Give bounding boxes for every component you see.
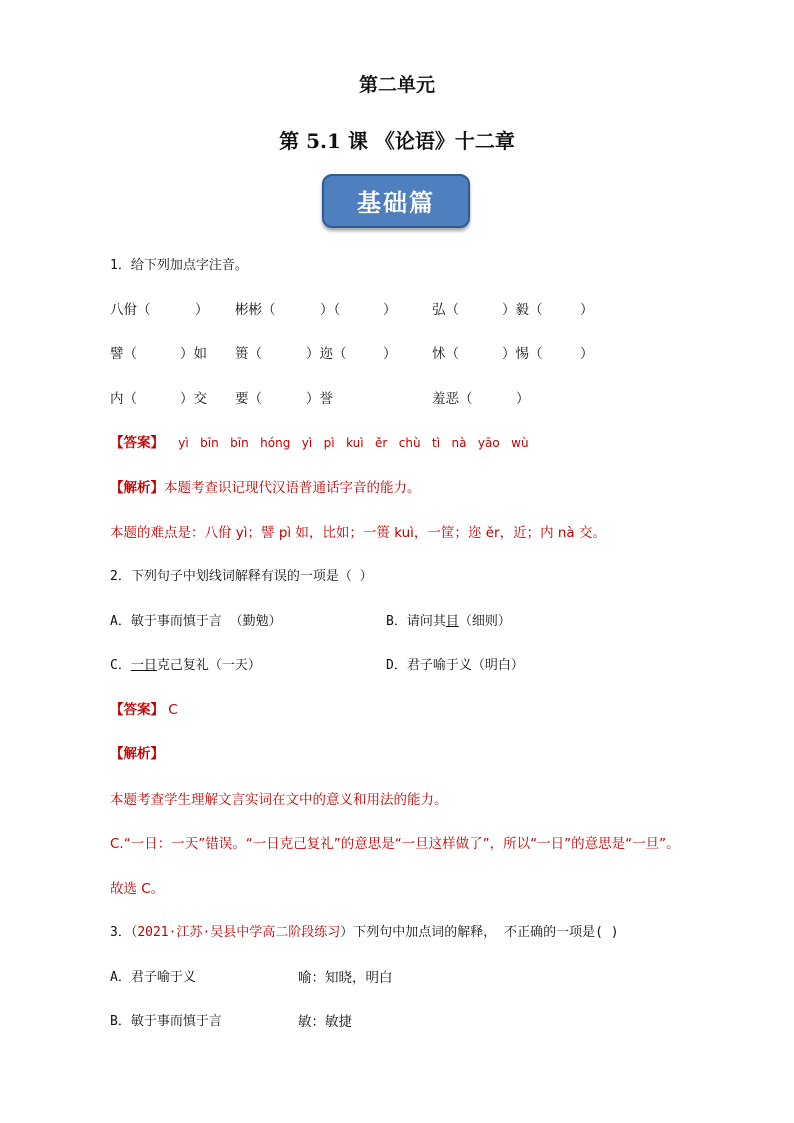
q1-r1-c4: ）（ [320,302,341,318]
q1-r1-c6: 弘（ [432,302,459,318]
answer-tag: 【答案】 [110,435,164,451]
q2-analysis-1: 本题考查学生理解文言实词在文中的意义和用法的能力。 [110,792,448,808]
q2-option-b [386,610,511,629]
q2-option-c [110,654,261,673]
q1-r3-c3: 要（ [235,391,262,407]
answer-text: C [168,702,178,718]
lesson-title: 第 5.1 课 《论语》十二章 [279,129,515,153]
q1-stem: 1．给下列加点字注音。 [110,258,248,273]
q1-r2-c3: 篑（ [235,346,262,362]
q1-r2-c1: 譬（ [110,346,137,362]
q3-option-b: B．敏于事而慎于言 [110,1014,222,1029]
analysis-text: 本题考查识记现代汉语普通话字音的能力。 [164,480,421,496]
q3-source: 2021·江苏·吴县中学高二阶段练习 [137,925,341,940]
q1-r1-c7: ）毅（ [502,302,543,318]
q1-r3-c2: ）交 [180,391,207,407]
q1-r1-c3: 彬彬（ [235,302,276,318]
section-badge: 基础篇 [322,174,470,228]
q1-r3-c6: ） [516,391,530,407]
q2-option-b-underlined: 目 [445,614,459,629]
q3-stem-post: ）下列句中加点词的解释， 不正确的一项是( ) [340,925,619,940]
q3-option-a-explain: 喻：知晓，明白 [298,970,393,986]
q1-r2-c5: ） [383,346,397,362]
q2-analysis-3: 故选 C。 [110,881,165,897]
q1-r3-c1: 内（ [110,391,137,407]
answer-text: yì bīn bīn hóng yì pì kuì ěr chù tì nà yāo wù [178,436,529,450]
q1-r2-c6: 怵（ [432,346,459,362]
q2-option-d: D．君子喻于义（明白） [386,658,524,673]
q1-r1-c2: ） [195,302,209,318]
q2-option-b-pre: B．请问其 [386,614,446,629]
q1-answer [110,431,529,451]
q2-option-c-underlined: 一日 [130,658,157,673]
q3-stem [110,921,619,940]
q1-r1-c1: 八佾（ [110,302,151,318]
q3-stem-pre: 3．（ [110,925,138,940]
q2-option-c-post: 克己复礼（一天） [156,658,261,673]
q1-r1-c8: ） [580,302,594,318]
q2-option-b-post: （细则） [458,614,511,629]
q2-stem: 2．下列句子中划线词解释有误的一项是（ ） [110,569,373,584]
q1-r3-c4: ）誉 [306,391,333,407]
q1-analysis [110,476,421,496]
answer-tag: 【答案】 [110,702,164,718]
q1-r2-c7: ）惕（ [502,346,543,362]
q2-analysis-tag: 【解析】 [110,746,164,762]
analysis-tag: 【解析】 [110,480,164,496]
q1-r2-c4: ）迩（ [306,346,347,362]
unit-title: 第二单元 [358,74,435,96]
q1-difficulty: 本题的难点是：八佾 yì；譬 pì 如，比如；一篑 kuì，一筐；迩 ěr，近；内 nà 交。 [110,525,606,541]
q2-answer [110,698,178,718]
q2-option-a: A．敏于事而慎于言 （勤勉） [110,614,282,629]
q1-r1-c5: ） [383,302,397,318]
q3-option-b-explain: 敏：敏捷 [298,1014,352,1030]
q2-option-c-pre: C． [110,658,131,673]
q1-r2-c2: ）如 [180,346,207,362]
q3-option-a: A．君子喻于义 [110,970,196,985]
q1-r2-c8: ） [580,346,594,362]
q1-r3-c5: 羞恶（ [432,391,473,407]
q2-analysis-2: C.“一日：一天”错误。“一日克己复礼”的意思是“一旦这样做了”，所以“一日”的意思是“一旦”。 [110,836,680,852]
